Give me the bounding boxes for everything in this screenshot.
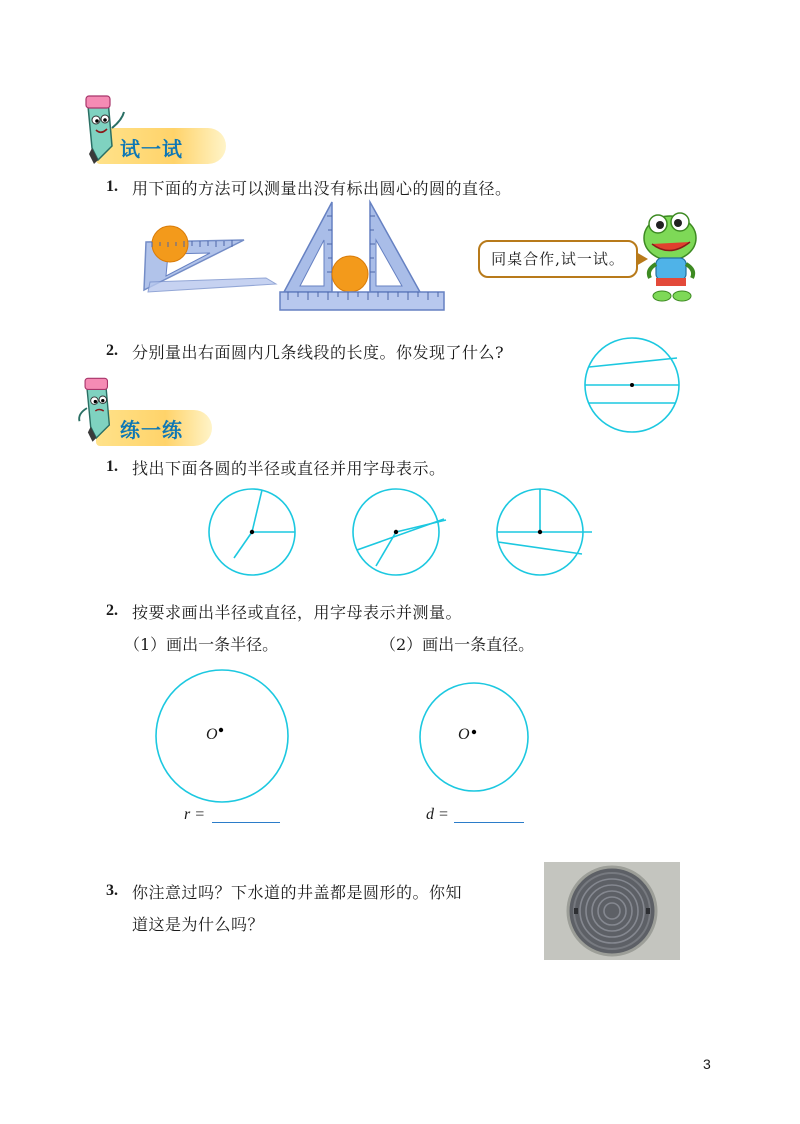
- question-text: 分别量出右面圆内几条线段的长度。你发现了什么?: [132, 343, 505, 362]
- page-number: 3: [703, 1056, 711, 1072]
- circle-figure-2: [346, 486, 452, 580]
- triangle-ruler-measure-figure: [136, 220, 286, 296]
- question-number: 2.: [106, 342, 118, 359]
- sub-question-1: （1）画出一条半径。: [124, 635, 279, 654]
- center-label-o: O: [206, 726, 218, 743]
- circle-figure-3: [490, 486, 594, 580]
- circle-figure-1: [204, 486, 300, 580]
- section-title-practice: 练一练: [120, 418, 183, 442]
- circle-chords-figure: [580, 336, 686, 436]
- question-text: 用下面的方法可以测量出没有标出圆心的圆的直径。: [132, 179, 512, 198]
- speech-bubble: 同桌合作,试一试。: [478, 240, 638, 278]
- question-number: 1.: [106, 178, 118, 195]
- diameter-answer-line[interactable]: [454, 822, 524, 823]
- center-label-o: O: [458, 726, 470, 743]
- radius-answer-line[interactable]: [212, 822, 280, 823]
- question-number: 3.: [106, 882, 118, 899]
- frog-mascot-icon: [636, 208, 706, 304]
- question-text-line-1: 你注意过吗？下水道的井盖都是圆形的。你知: [132, 883, 463, 902]
- set-squares-measure-figure: [278, 196, 446, 312]
- question-text-line-2: 道这是为什么吗？: [132, 915, 265, 934]
- sub-question-2: （2）画出一条直径。: [380, 635, 535, 654]
- question-number: 2.: [106, 602, 118, 619]
- radius-answer-label: r =: [184, 806, 206, 823]
- question-number: 1.: [106, 458, 118, 475]
- section-title-try: 试一试: [120, 137, 183, 161]
- question-text: 按要求画出半径或直径，用字母表示并测量。: [132, 603, 463, 622]
- draw-radius-circle[interactable]: [154, 668, 290, 804]
- manhole-cover-photo: [544, 862, 680, 960]
- draw-diameter-circle[interactable]: [418, 672, 530, 802]
- diameter-answer-label: d =: [426, 806, 449, 823]
- question-text: 找出下面各圆的半径或直径并用字母表示。: [132, 459, 446, 478]
